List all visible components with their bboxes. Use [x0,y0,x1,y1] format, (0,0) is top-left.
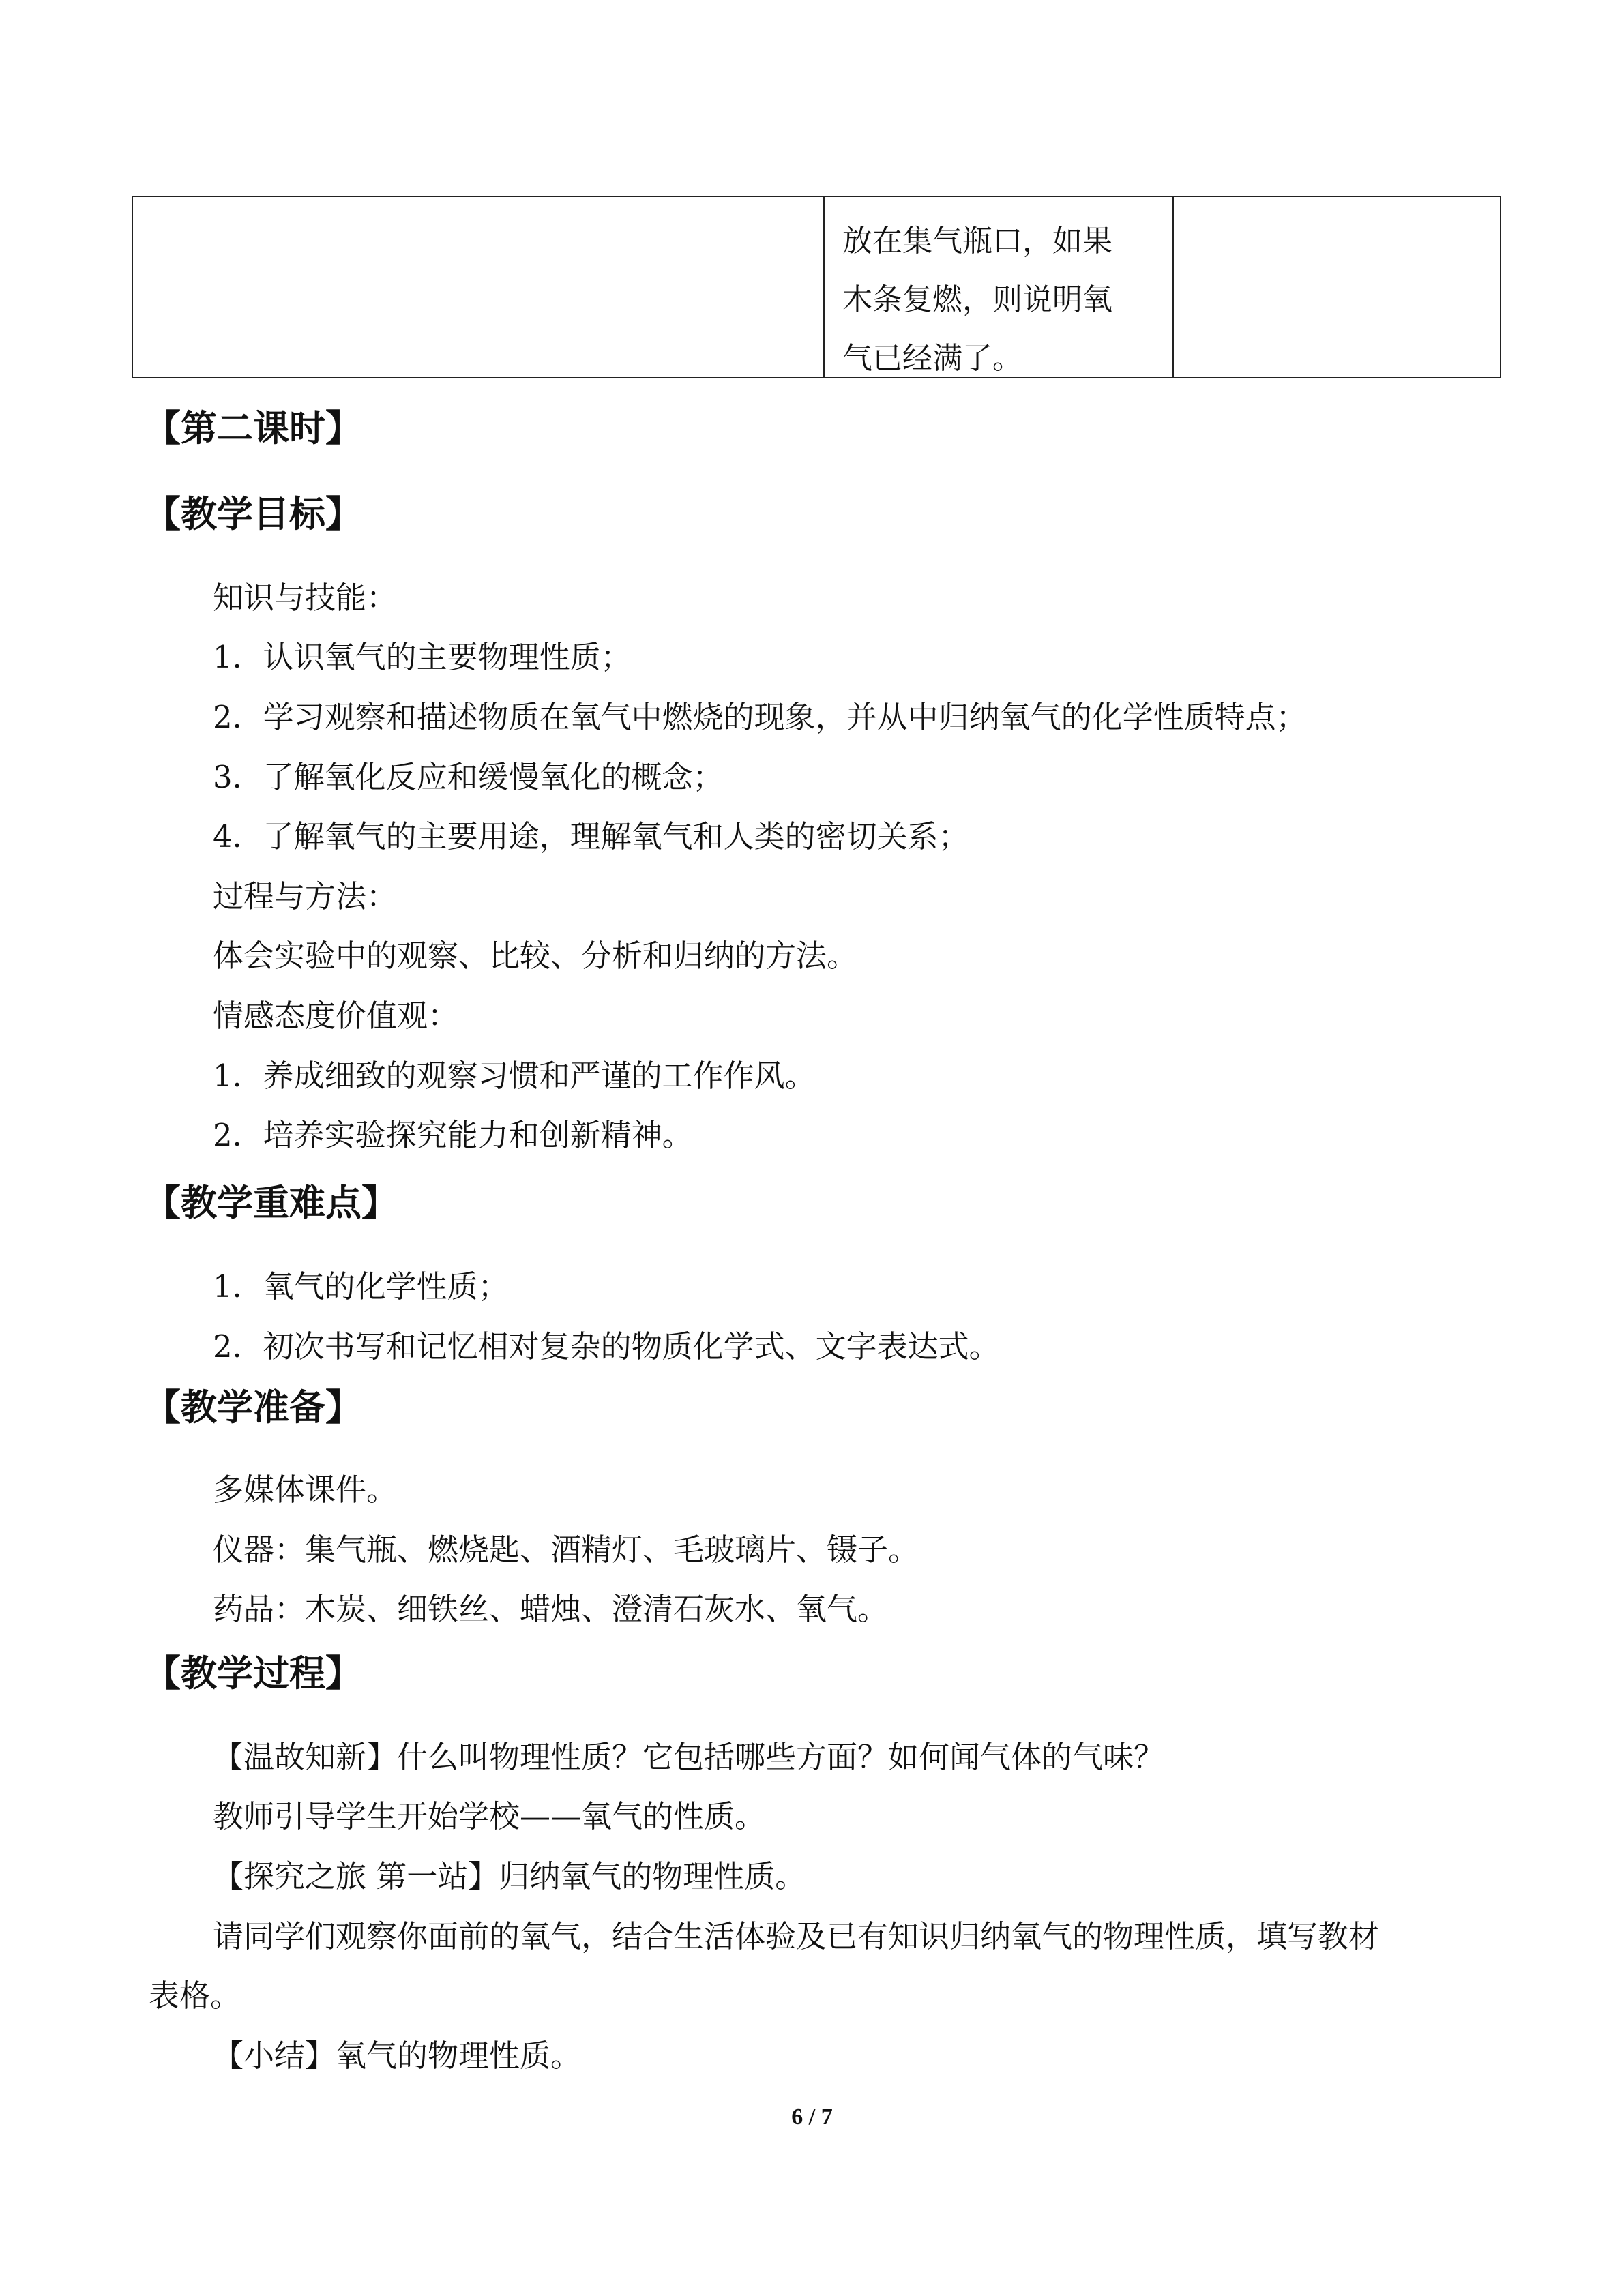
preparation-item: 多媒体课件。 [213,1472,398,1508]
heading-preparation: 【教学准备】 [145,1387,361,1429]
knowledge-item: 2．学习观察和描述物质在氧气中燃烧的现象，并从中归纳氧气的化学性质特点； [213,699,1307,735]
table-cell-line: 气已经满了。 [842,341,1022,376]
process-method-title: 过程与方法： [213,878,398,914]
process-method-text: 体会实验中的观察、比较、分析和归纳的方法。 [213,938,858,974]
table-cell-text [825,197,1174,377]
heading-lesson2: 【第二课时】 [145,408,361,449]
attitude-title: 情感态度价值观： [213,998,459,1034]
key-point-item: 2．初次书写和记忆相对复杂的物质化学式、文字表达式。 [213,1328,1000,1365]
heading-process: 【教学过程】 [145,1653,361,1695]
table-cell-empty-left [133,197,825,377]
preparation-item: 药品：木炭、细铁丝、蜡烛、澄清石灰水、氧气。 [213,1591,889,1627]
process-station1: 【探究之旅 第一站】归纳氧气的物理性质。 [213,1858,806,1894]
process-observe-line2: 表格。 [149,1978,241,2014]
knowledge-item: 3．了解氧化反应和缓慢氧化的概念； [213,759,724,795]
page-number: 6 / 7 [791,2104,833,2130]
attitude-item: 2．培养实验探究能力和创新精神。 [213,1117,693,1153]
attitude-item: 1．养成细致的观察习惯和严谨的工作作风。 [213,1058,816,1094]
table-cell-line: 放在集气瓶口，如果 [842,224,1112,258]
process-review: 【温故知新】什么叫物理性质？它包括哪些方面？如何闻气体的气味？ [213,1739,1165,1775]
knowledge-item: 1．认识氧气的主要物理性质； [213,639,632,675]
process-summary: 【小结】氧气的物理性质。 [213,2038,582,2074]
table-cell-empty-right [1174,197,1500,377]
knowledge-title: 知识与技能： [213,580,398,616]
table-fragment [132,196,1501,378]
heading-objectives: 【教学目标】 [145,494,361,535]
knowledge-item: 4．了解氧气的主要用途，理解氧气和人类的密切关系； [213,818,969,854]
table-cell-line: 木条复燃，则说明氧 [842,282,1112,317]
process-guide: 教师引导学生开始学校——氧气的性质。 [213,1798,766,1834]
heading-key-points: 【教学重难点】 [145,1182,398,1224]
process-observe-line1: 请同学们观察你面前的氧气，结合生活体验及已有知识归纳氧气的物理性质，填写教材 [213,1918,1380,1954]
key-point-item: 1．氧气的化学性质； [213,1268,509,1304]
preparation-item: 仪器：集气瓶、燃烧匙、酒精灯、毛玻璃片、镊子。 [213,1532,919,1568]
